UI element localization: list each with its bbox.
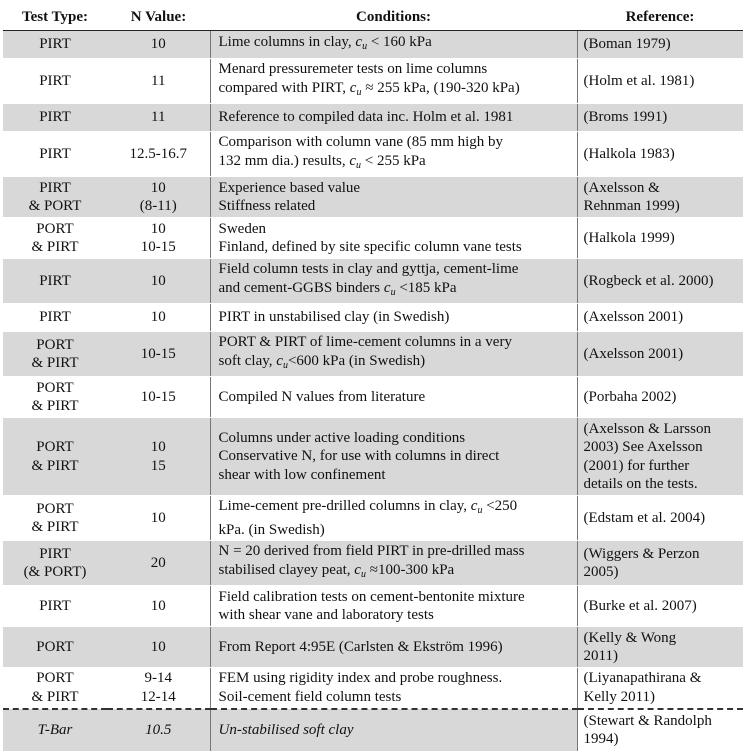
cell-n-value xyxy=(107,418,210,496)
cell-line: (8-11) xyxy=(139,198,177,214)
cell-reference xyxy=(577,177,743,218)
cell-reference xyxy=(577,59,743,104)
cell-line: stabilised clayey peat, $c_u \approx 100-300$ kPa xyxy=(218,561,455,580)
cell-line: details on the tests. xyxy=(583,476,698,492)
cell-line: Columns under active loading conditions xyxy=(218,429,466,446)
cell-test-type xyxy=(3,259,107,304)
cell-line: PORT xyxy=(36,379,74,396)
cell-line: (Porbaha 2002) xyxy=(583,388,677,405)
cell-line: Rehnman 1999) xyxy=(583,198,680,214)
cell-reference xyxy=(577,332,743,377)
cell-line: Menard pressuremeter tests on lime columns xyxy=(218,61,488,77)
cell-line: shear with low confinement xyxy=(218,466,386,483)
table-row xyxy=(3,668,743,709)
cell-line: 10 xyxy=(150,638,166,655)
cell-line: Conservative N, for use with columns in direct xyxy=(218,448,500,465)
cell-line: 20 xyxy=(150,554,166,571)
cell-line: 10 xyxy=(150,36,166,53)
cell-test-type xyxy=(3,496,107,541)
cell-test-type xyxy=(3,418,107,496)
table-row xyxy=(3,304,743,332)
cell-line: (Broms 1991) xyxy=(583,109,668,126)
cell-line: Finland, defined by site specific column vane tests xyxy=(218,239,522,255)
cell-line: PORT xyxy=(36,220,74,237)
cell-test-type xyxy=(3,586,107,627)
cell-line: Un-stabilised soft clay xyxy=(218,722,354,738)
cell-reference xyxy=(577,586,743,627)
cell-line: PIRT xyxy=(39,309,71,326)
cell-line: Stiffness related xyxy=(218,198,316,214)
cell-line: & PORT xyxy=(28,198,82,214)
cell-test-type xyxy=(3,132,107,177)
table-row xyxy=(3,332,743,377)
cell-line: 10 xyxy=(150,439,166,455)
cell-line: (Axelsson & xyxy=(583,179,660,196)
cell-line: 10 xyxy=(150,272,166,289)
cell-test-type xyxy=(3,668,107,709)
table-row xyxy=(3,104,743,132)
cell-line: compared with PIRT, $c_u \approx 255$ kPa, (190-320 kPa) xyxy=(218,79,520,98)
cell-line: 10-15 xyxy=(140,345,176,362)
cell-line: 11 xyxy=(151,109,166,126)
cell-line: PIRT xyxy=(39,545,71,562)
table-row xyxy=(3,218,743,259)
cell-reference xyxy=(577,377,743,418)
cell-reference xyxy=(577,304,743,332)
cell-n-value xyxy=(107,31,210,59)
table-row xyxy=(3,541,743,586)
cell-n-value xyxy=(107,59,210,104)
table-row xyxy=(3,709,743,752)
table-row xyxy=(3,177,743,218)
cell-line: (Burke et al. 2007) xyxy=(583,597,697,614)
cell-conditions xyxy=(210,377,577,418)
cell-line: 11 xyxy=(151,72,166,89)
cell-conditions xyxy=(210,218,577,259)
cell-line: PORT xyxy=(36,336,74,353)
cell-test-type xyxy=(3,627,107,668)
cell-line: & PIRT xyxy=(31,398,79,414)
cell-line: 12-14 xyxy=(140,688,176,705)
cell-line: PIRT xyxy=(39,272,71,289)
cell-line: 2003) See Axelsson xyxy=(583,439,703,455)
header-reference: Reference: xyxy=(577,4,743,31)
cell-test-type xyxy=(3,304,107,332)
cell-line: 10-15 xyxy=(140,388,176,405)
table-row xyxy=(3,259,743,304)
cell-line: PIRT xyxy=(39,36,71,53)
cell-test-type xyxy=(3,377,107,418)
cell-test-type xyxy=(3,31,107,59)
cell-line: (Rogbeck et al. 2000) xyxy=(583,272,714,289)
cell-line: PORT xyxy=(36,439,74,455)
header-conditions: Conditions: xyxy=(210,4,577,31)
cell-line: (Axelsson 2001) xyxy=(583,309,684,326)
cell-line: PIRT in unstabilised clay (in Swedish) xyxy=(218,309,450,326)
cell-line: Lime-cement pre-drilled columns in clay, $c_u <250$ xyxy=(218,498,518,516)
cell-line: From Report 4:95E (Carlsten & Ekström 1996) xyxy=(218,638,503,655)
cell-n-value xyxy=(107,259,210,304)
cell-n-value xyxy=(107,496,210,541)
table-row xyxy=(3,496,743,541)
cell-n-value xyxy=(107,304,210,332)
cell-line: PORT xyxy=(36,638,74,655)
cell-conditions xyxy=(210,709,577,752)
cell-line: 132 mm dia.) results, $c_u < 255$ kPa xyxy=(218,152,426,171)
table-row xyxy=(3,59,743,104)
cell-conditions xyxy=(210,104,577,132)
cell-line: N = 20 derived from field PIRT in pre-drilled mass xyxy=(218,543,525,559)
cell-line: PORT xyxy=(36,500,74,517)
cell-reference xyxy=(577,668,743,709)
cell-line: 10 xyxy=(150,509,166,526)
header-n-value: N Value: xyxy=(107,4,210,31)
table-row xyxy=(3,377,743,418)
cell-reference xyxy=(577,218,743,259)
cell-conditions xyxy=(210,31,577,59)
cell-reference xyxy=(577,709,743,752)
cell-line: PIRT xyxy=(39,109,71,126)
cell-n-value xyxy=(107,104,210,132)
cell-line: PIRT xyxy=(39,145,71,162)
cell-n-value xyxy=(107,177,210,218)
cell-line: & PIRT xyxy=(31,355,79,371)
cell-line: 10 xyxy=(150,179,166,196)
cell-test-type xyxy=(3,218,107,259)
cell-line: 12.5-16.7 xyxy=(129,145,187,162)
cell-line: & PIRT xyxy=(31,519,79,535)
cell-line: (2001) for further xyxy=(583,457,690,474)
cell-line: 2011) xyxy=(583,648,618,664)
cell-conditions xyxy=(210,177,577,218)
cell-line: 1994) xyxy=(583,731,619,748)
cell-line: 9-14 xyxy=(144,670,172,687)
cell-n-value xyxy=(107,668,210,709)
header-test-type: Test Type: xyxy=(3,4,107,31)
cell-line: (Halkola 1999) xyxy=(583,229,675,246)
cell-line: with shear vane and laboratory tests xyxy=(218,607,434,623)
cell-conditions xyxy=(210,541,577,586)
cell-reference xyxy=(577,418,743,496)
cell-reference xyxy=(577,496,743,541)
cell-line: PIRT xyxy=(39,179,71,196)
table-row xyxy=(3,418,743,496)
cell-test-type xyxy=(3,104,107,132)
cell-test-type xyxy=(3,541,107,586)
cell-line: (Axelsson 2001) xyxy=(583,345,684,362)
cell-n-value xyxy=(107,541,210,586)
cell-line: kPa. (in Swedish) xyxy=(218,521,325,538)
cell-n-value xyxy=(107,627,210,668)
cell-line: FEM using rigidity index and probe roughness. xyxy=(218,670,503,687)
cell-line: (& PORT) xyxy=(23,564,87,580)
cell-reference xyxy=(577,259,743,304)
cell-conditions xyxy=(210,586,577,627)
cell-test-type xyxy=(3,177,107,218)
cell-line: (Edstam et al. 2004) xyxy=(583,509,706,526)
cell-line: PORT & PIRT of lime-cement columns in a very xyxy=(218,334,512,350)
cell-line: Field column tests in clay and gyttja, cement-lime xyxy=(218,261,519,277)
cell-line: (Stewart & Randolph xyxy=(583,712,712,729)
cell-line: 10 xyxy=(150,309,166,326)
cell-line: 15 xyxy=(150,457,166,474)
cell-conditions xyxy=(210,418,577,496)
table-row xyxy=(3,132,743,177)
cell-line: 10-15 xyxy=(140,239,176,255)
cell-line: (Kelly & Wong xyxy=(583,629,677,646)
header-row xyxy=(3,4,743,31)
cell-line: (Liyanapathirana & xyxy=(583,670,702,687)
cell-line: Comparison with column vane (85 mm high by xyxy=(218,134,504,150)
cell-reference xyxy=(577,104,743,132)
cell-conditions xyxy=(210,668,577,709)
cell-n-value xyxy=(107,377,210,418)
cell-line: T-Bar xyxy=(37,722,73,738)
cell-n-value xyxy=(107,218,210,259)
cell-line: 2005) xyxy=(583,564,619,580)
cell-line: 10.5 xyxy=(145,722,172,738)
cell-test-type xyxy=(3,332,107,377)
cell-n-value xyxy=(107,709,210,752)
cell-line: Lime columns in clay, $c_u < 160$ kPa xyxy=(218,33,432,52)
cell-line: soft clay, $c_u<600$ kPa (in Swedish) xyxy=(218,352,426,371)
cell-conditions xyxy=(210,132,577,177)
cell-conditions xyxy=(210,259,577,304)
cell-line: (Boman 1979) xyxy=(583,36,671,53)
cell-reference xyxy=(577,627,743,668)
cell-n-value xyxy=(107,332,210,377)
cell-line: Soil-cement field column tests xyxy=(218,688,402,705)
cell-line: Field calibration tests on cement-bentonite mixture xyxy=(218,588,525,605)
cell-conditions xyxy=(210,332,577,377)
cell-line: Compiled N values from literature xyxy=(218,388,426,405)
cell-line: PIRT xyxy=(39,597,71,614)
cell-reference xyxy=(577,31,743,59)
cell-reference xyxy=(577,541,743,586)
table-body xyxy=(3,31,743,752)
cell-conditions xyxy=(210,59,577,104)
cell-line: 10 xyxy=(150,220,166,237)
cell-line: (Halkola 1983) xyxy=(583,145,675,162)
cell-line: and cement-GGBS binders $c_u <185$ kPa xyxy=(218,279,457,298)
cell-conditions xyxy=(210,627,577,668)
cell-line: (Axelsson & Larsson xyxy=(583,420,711,437)
cell-line: Sweden xyxy=(218,220,266,237)
cell-line: & PIRT xyxy=(31,239,79,255)
cell-line: (Wiggers & Perzon xyxy=(583,545,700,562)
cell-test-type xyxy=(3,59,107,104)
n-value-table xyxy=(3,4,743,752)
cell-conditions xyxy=(210,304,577,332)
cell-n-value xyxy=(107,586,210,627)
cell-conditions xyxy=(210,496,577,541)
cell-line: (Holm et al. 1981) xyxy=(583,72,695,89)
table-row xyxy=(3,627,743,668)
cell-line: PORT xyxy=(36,670,74,687)
cell-reference xyxy=(577,132,743,177)
cell-test-type xyxy=(3,709,107,752)
cell-line: Reference to compiled data inc. Holm et al. 1981 xyxy=(218,109,514,126)
cell-line: & PIRT xyxy=(31,688,79,705)
cell-n-value xyxy=(107,132,210,177)
cell-line: Kelly 2011) xyxy=(583,688,656,705)
cell-line: & PIRT xyxy=(31,457,79,474)
cell-line: 10 xyxy=(150,597,166,614)
cell-line: Experience based value xyxy=(218,179,361,196)
cell-line: PIRT xyxy=(39,72,71,89)
table-row xyxy=(3,31,743,59)
table-row xyxy=(3,586,743,627)
